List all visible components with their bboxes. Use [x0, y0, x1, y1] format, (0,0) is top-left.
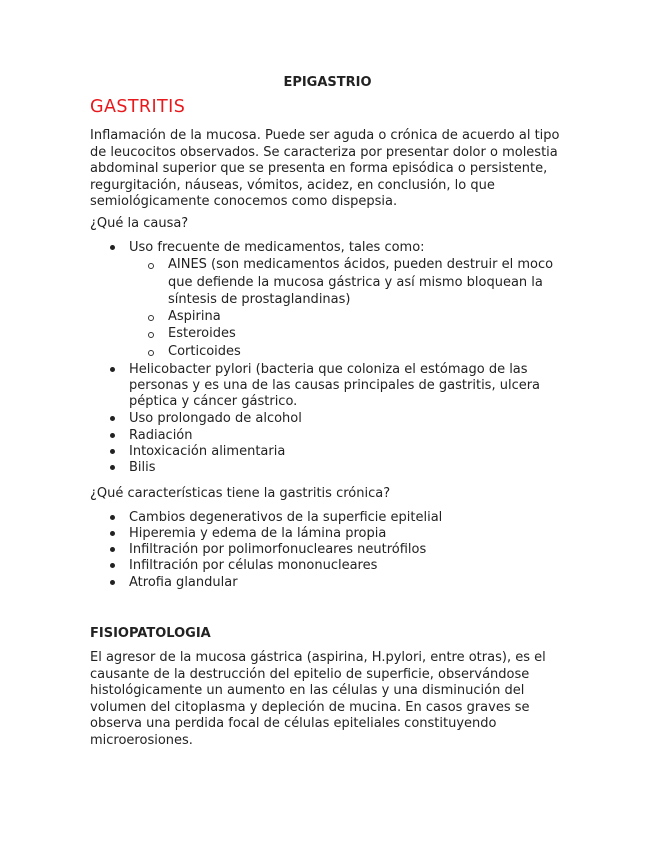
bullet-icon: [110, 245, 115, 250]
intro-line: Inflamación de la mucosa. Puede ser aguda o crónica de acuerdo al tipo: [90, 128, 560, 143]
question-chronic-features: ¿Qué características tiene la gastritis crónica?: [90, 486, 391, 501]
list-item: Infiltración por polimorfonucleares neutrófilos: [129, 542, 427, 557]
bullet-icon: [110, 531, 115, 536]
list-item: Radiación: [129, 428, 193, 443]
section-heading-gastritis: GASTRITIS: [90, 97, 186, 117]
sub-list-item: Esteroides: [168, 326, 236, 341]
page-title: EPIGASTRIO: [283, 75, 372, 90]
sub-list-item-continuation: que defiende la mucosa gástrica y así mismo bloquean la: [168, 274, 543, 290]
list-item: Uso frecuente de medicamentos, tales como:: [129, 240, 425, 255]
bullet-icon: [110, 547, 115, 552]
list-item: Helicobacter pylori (bacteria que coloniza el estómago de las: [129, 362, 528, 377]
bullet-icon: [110, 433, 115, 438]
list-item: Intoxicación alimentaria: [129, 444, 286, 459]
list-item: Hiperemia y edema de la lámina propia: [129, 526, 387, 541]
paragraph-line: microerosiones.: [90, 732, 193, 748]
section-heading-fisiopatologia: FISIOPATOLOGIA: [90, 626, 211, 641]
list-item: Atrofia glandular: [129, 575, 238, 590]
intro-line: de leucocitos observados. Se caracteriza por presentar dolor o molestia: [90, 144, 558, 160]
list-item: Bilis: [129, 460, 156, 475]
sub-list-item: AINES (son medicamentos ácidos, pueden destruir el moco: [168, 257, 554, 272]
intro-line: abdominal superior que se presenta en forma episódica o persistente,: [90, 161, 548, 176]
intro-line: regurgitación, náuseas, vómitos, acidez, en conclusión, lo que: [90, 177, 495, 193]
paragraph-line: El agresor de la mucosa gástrica (aspirina, H.pylori, entre otras), es el: [90, 650, 546, 665]
bullet-icon: [110, 515, 115, 520]
bullet-icon: [110, 367, 115, 372]
bullet-icon: [110, 416, 115, 421]
circle-bullet-icon: [148, 350, 154, 356]
bullet-icon: [110, 563, 115, 568]
circle-bullet-icon: [148, 332, 154, 338]
sub-list-item-continuation: síntesis de prostaglandinas): [168, 292, 351, 307]
list-item: Infiltración por células mononucleares: [129, 558, 378, 573]
paragraph-line: causante de la destrucción del epitelio de superficie, observándose: [90, 666, 530, 682]
sub-list-item: Corticoides: [168, 344, 241, 359]
paragraph-line: observa una perdida focal de células epiteliales constituyendo: [90, 716, 497, 731]
intro-line: semiológicamente conocemos como dispepsia.: [90, 194, 398, 209]
paragraph-line: histológicamente un aumento en las células y una disminución del: [90, 683, 525, 698]
list-item-continuation: péptica y cáncer gástrico.: [129, 394, 298, 409]
circle-bullet-icon: [148, 263, 154, 269]
bullet-icon: [110, 465, 115, 470]
list-item: Uso prolongado de alcohol: [129, 411, 302, 426]
paragraph-line: volumen del citoplasma y depleción de mucina. En casos graves se: [90, 699, 530, 715]
list-item-continuation: personas y es una de las causas principales de gastritis, ulcera: [129, 378, 541, 393]
list-item: Cambios degenerativos de la superficie epitelial: [129, 510, 443, 525]
bullet-icon: [110, 580, 115, 585]
bullet-icon: [110, 449, 115, 454]
question-causes: ¿Qué la causa?: [90, 216, 189, 231]
circle-bullet-icon: [148, 315, 154, 321]
sub-list-item: Aspirina: [168, 309, 221, 324]
